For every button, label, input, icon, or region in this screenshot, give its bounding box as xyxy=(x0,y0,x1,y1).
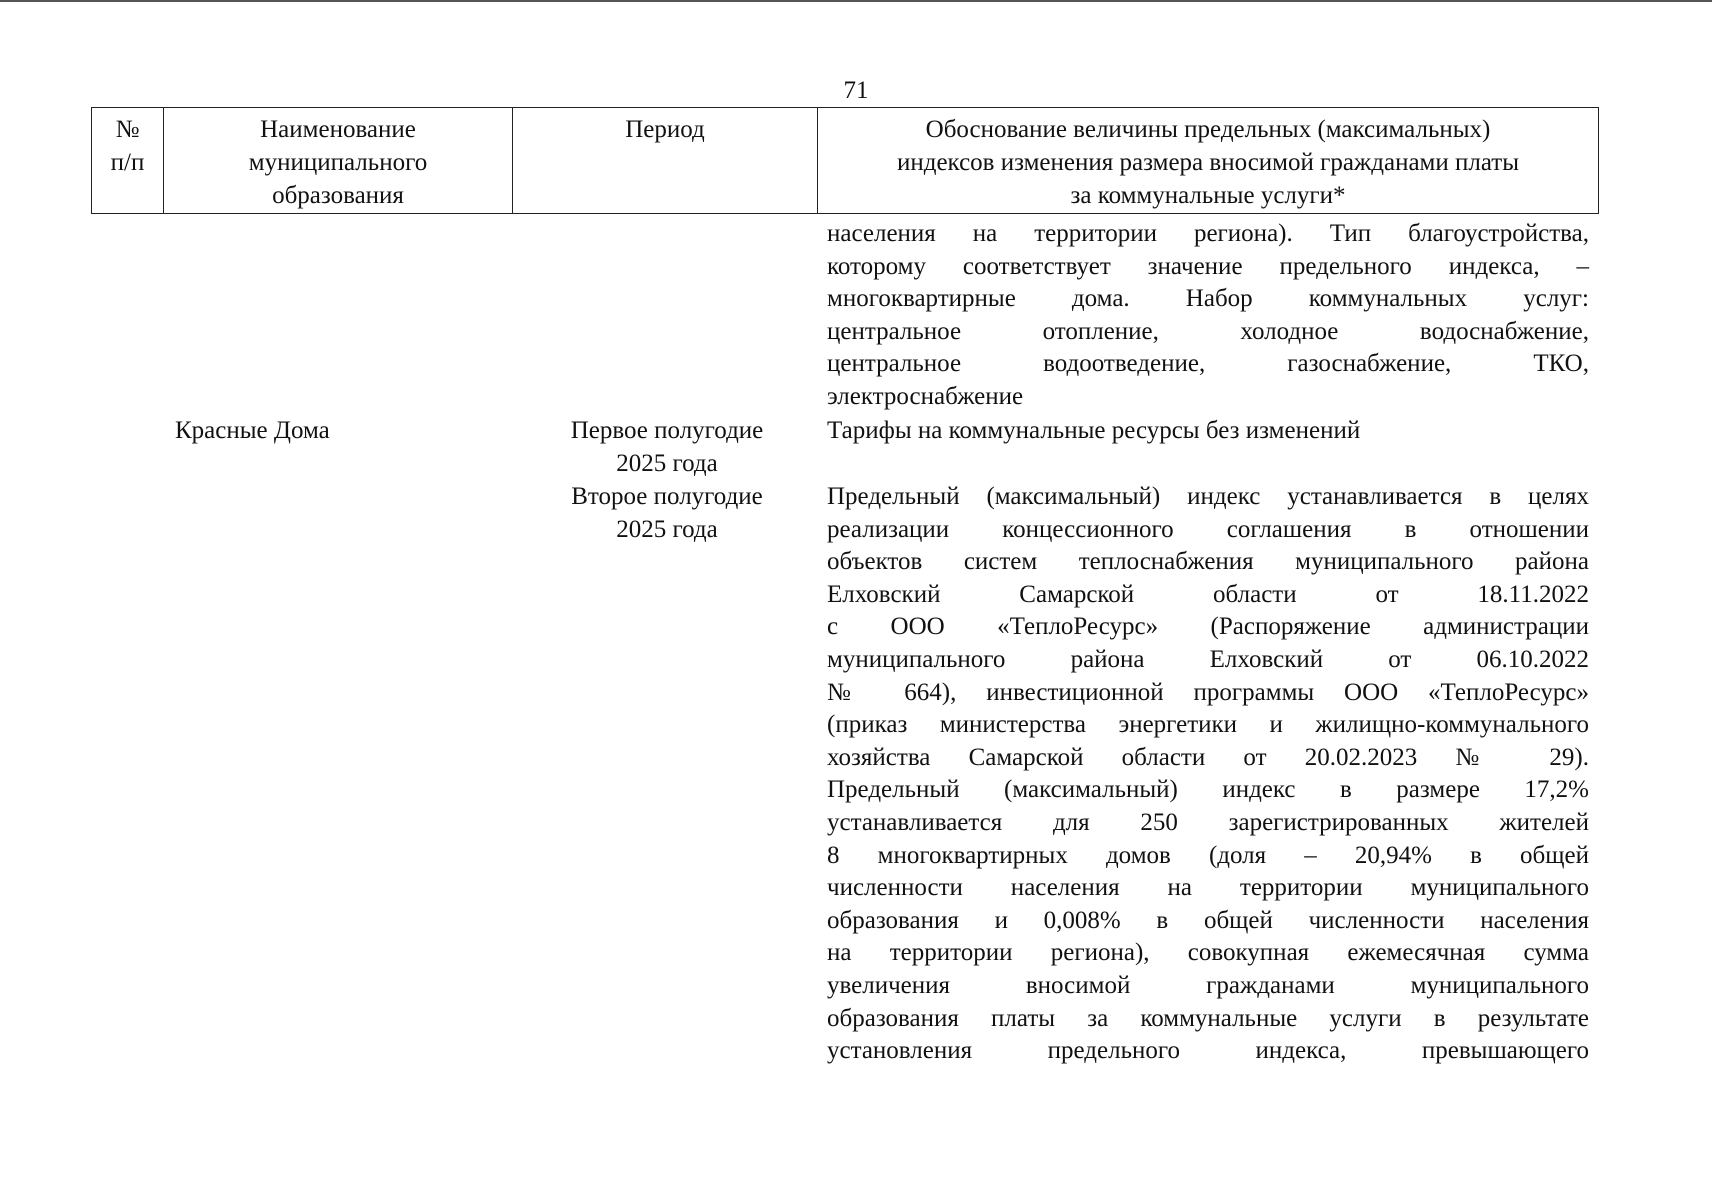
text-line: Предельный (максимальный) индекс в размере 17,2% xyxy=(827,776,1589,804)
text-line: образования и 0,008% в общей численности населения xyxy=(827,906,1589,934)
period-line: 2025 года xyxy=(616,515,718,543)
tariff-note: Тарифы на коммунальные ресурсы без изменений xyxy=(827,417,1361,444)
header-col-municipality-line: образования xyxy=(272,182,404,209)
period-line: Второе полугодие xyxy=(571,483,763,510)
text-line: центральное отопление, холодное водоснабжение, xyxy=(827,317,1589,345)
text-line: электроснабжение xyxy=(827,382,1024,410)
text-line: реализации концессионного соглашения в отношении xyxy=(827,515,1589,543)
header-col-justification-line: за коммунальные услуги* xyxy=(1070,182,1346,209)
municipality-name: Красные Дома xyxy=(175,417,330,444)
text-line: многоквартирные дома. Набор коммунальных услуг: xyxy=(827,285,1589,313)
period-second-half xyxy=(537,481,797,546)
text-line: которому соответствует значение предельного индекса, – xyxy=(827,252,1589,280)
header-col-number xyxy=(92,108,164,213)
text-line: (приказ министерства энергетики и жилищно-коммунального xyxy=(827,711,1589,739)
text-line: образования платы за коммунальные услуги в результате xyxy=(827,1004,1589,1032)
header-col-period-line: Период xyxy=(625,116,705,143)
header-col-municipality xyxy=(164,108,513,213)
header-col-number-line: № xyxy=(115,116,140,143)
text-line: 8 многоквартирных домов (доля – 20,94% в общей xyxy=(827,841,1589,869)
period-line: 2025 года xyxy=(616,449,718,477)
text-line: численности населения на территории муниципального xyxy=(827,874,1589,902)
period-first-half xyxy=(537,415,797,480)
header-col-justification-line: индексов изменения размера вносимой гражданами платы xyxy=(896,149,1520,176)
text-line: населения на территории региона). Тип благоустройства, xyxy=(827,220,1589,247)
header-col-municipality-line: муниципального xyxy=(248,149,428,176)
text-line: № 664), инвестиционной программы ООО «ТеплоРесурс» xyxy=(827,678,1589,706)
header-col-number-line: п/п xyxy=(110,149,145,176)
header-col-justification-line: Обоснование величины предельных (максимальных) xyxy=(925,116,1491,143)
text-line: Предельный (максимальный) индекс устанавливается в целях xyxy=(827,483,1589,510)
text-line: объектов систем теплоснабжения муниципального района xyxy=(827,548,1589,576)
text-line: муниципального района Елховский от 06.10.2022 xyxy=(827,645,1589,673)
text-line: установления предельного индекса, превышающего xyxy=(827,1037,1589,1065)
justification-paragraph xyxy=(827,481,1589,1068)
table-header xyxy=(91,107,1599,214)
header-col-justification xyxy=(818,108,1598,213)
continuation-paragraph xyxy=(827,218,1589,414)
period-line: Первое полугодие xyxy=(570,417,764,444)
text-line: устанавливается для 250 зарегистрированных жителей xyxy=(827,808,1589,836)
text-line: с ООО «ТеплоРесурс» (Распоряжение администрации xyxy=(827,613,1589,641)
text-line: на территории региона), совокупная ежемесячная сумма xyxy=(827,939,1589,967)
header-col-period xyxy=(513,108,818,213)
text-line: увеличения вносимой гражданами муниципального xyxy=(827,971,1589,999)
page-number: 71 xyxy=(843,77,869,104)
text-line: Елховский Самарской области от 18.11.2022 xyxy=(827,580,1589,608)
header-col-municipality-line: Наименование xyxy=(260,116,416,143)
page-top-border xyxy=(0,0,1712,2)
text-line: центральное водоотведение, газоснабжение, ТКО, xyxy=(827,350,1589,378)
text-line: хозяйства Самарской области от 20.02.2023 № 29). xyxy=(827,743,1589,771)
